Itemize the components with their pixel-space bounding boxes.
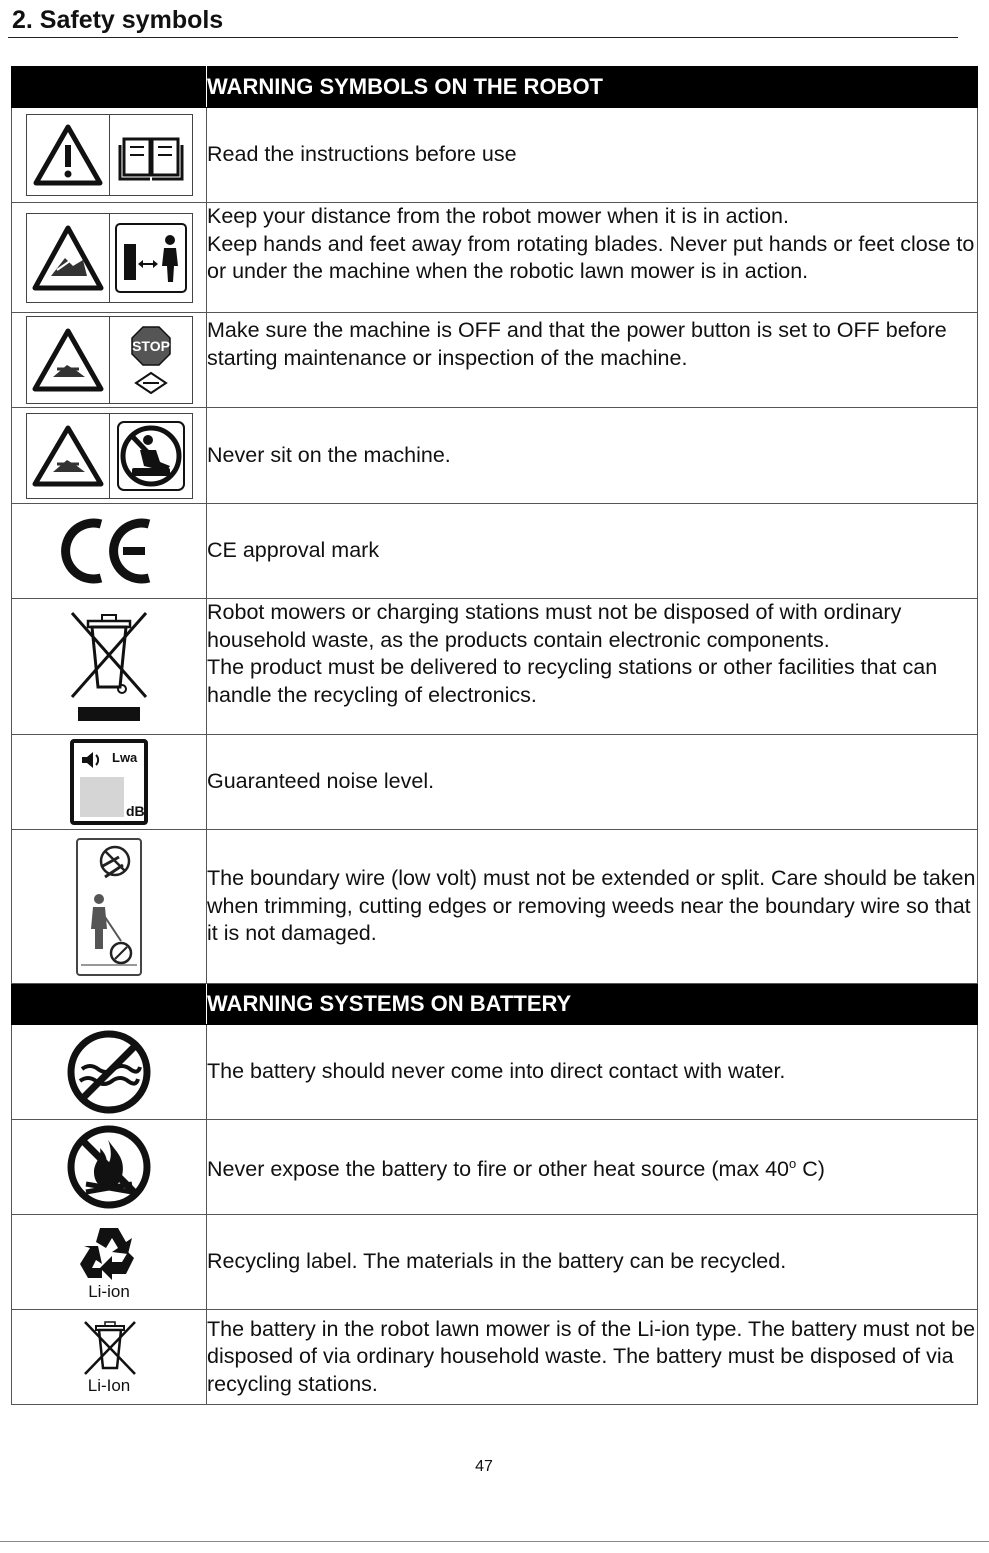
table-row xyxy=(12,108,978,203)
battery-section-header xyxy=(12,984,978,1025)
lwa-label: Lwa xyxy=(112,750,138,765)
description-text: Never expose the battery to fire or other heat source (max 40 xyxy=(207,1157,789,1182)
no-sitting-icon xyxy=(110,413,193,499)
stop-sign-icon xyxy=(110,316,193,404)
degree-mark: o xyxy=(789,1156,797,1172)
table-row xyxy=(12,504,978,599)
robot-header-label: WARNING SYMBOLS ON THE ROBOT xyxy=(207,67,978,108)
row-description: Recycling label. The materials in the battery can be recycled. xyxy=(207,1215,978,1310)
table-row xyxy=(12,735,978,830)
hand-blade-warning-icon xyxy=(26,413,110,499)
row-description xyxy=(207,599,978,735)
robot-section-header xyxy=(12,67,978,108)
page-number: 47 xyxy=(475,1458,493,1475)
row-description: Never sit on the machine. xyxy=(207,408,978,504)
no-water-icon xyxy=(64,1027,154,1117)
crossed-bin-liion-icon xyxy=(69,1318,149,1396)
table-row xyxy=(12,313,978,408)
row-description: Make sure the machine is OFF and that the power button is set to OFF before starting maintenance or inspection of the machine. xyxy=(207,313,978,408)
row-description xyxy=(207,1120,978,1215)
ce-mark-icon xyxy=(59,516,159,586)
row-description: The battery should never come into direct contact with water. xyxy=(207,1025,978,1120)
battery-header-label: WARNING SYSTEMS ON BATTERY xyxy=(207,984,978,1025)
table-row xyxy=(12,599,978,735)
description-line: The product must be delivered to recycling stations or other facilities that can handle the recycling of electronics. xyxy=(207,655,938,707)
liion-label: Li-ion xyxy=(88,1282,130,1301)
table-row xyxy=(12,1025,978,1120)
footer-divider xyxy=(0,1541,989,1542)
db-label: dB xyxy=(126,803,145,819)
hands-blades-warning-icon xyxy=(26,213,110,303)
speaker-icon xyxy=(80,749,102,771)
liion-label: Li-Ion xyxy=(87,1376,131,1395)
value-box xyxy=(80,777,124,817)
table-row xyxy=(12,1120,978,1215)
title-divider xyxy=(8,37,958,38)
row-description: CE approval mark xyxy=(207,504,978,599)
row-description: The battery in the robot lawn mower is of the Li-ion type. The battery must not be disposed of via ordinary household waste. The battery must be disposed of via recycling stations. xyxy=(207,1310,978,1405)
no-fire-icon xyxy=(64,1122,154,1212)
svg-text:STOP: STOP xyxy=(131,338,170,354)
description-line: Keep hands and feet away from rotating blades. Never put hands or feet close to or under the machine when the robotic lawn mower is in action. xyxy=(207,231,975,283)
description-line: Robot mowers or charging stations must not be disposed of with ordinary household waste, as the products contain electronic components. xyxy=(207,600,902,652)
table-row xyxy=(12,1215,978,1310)
crossed-bin-icon xyxy=(64,609,154,725)
description-line: Keep your distance from the robot mower when it is in action. xyxy=(207,204,789,228)
recycle-icon xyxy=(74,1222,144,1284)
boundary-wire-icon xyxy=(75,837,143,977)
noise-level-icon xyxy=(70,739,148,825)
safety-symbols-table xyxy=(11,66,978,1405)
keep-distance-icon xyxy=(110,213,193,303)
book-icon xyxy=(110,114,193,196)
row-description: Read the instructions before use xyxy=(207,108,978,203)
page-title: 2. Safety symbols xyxy=(12,6,224,34)
row-description xyxy=(207,203,978,313)
hand-blade-warning-icon xyxy=(26,316,110,404)
recycle-liion-icon xyxy=(69,1222,149,1302)
table-row xyxy=(12,203,978,313)
row-description: The boundary wire (low volt) must not be extended or split. Care should be taken when trimming, cutting edges or removing weeds near the boundary wire so that it is not damaged. xyxy=(207,830,978,984)
description-text: C) xyxy=(796,1157,825,1182)
crossed-bin-icon xyxy=(79,1318,139,1376)
table-row xyxy=(12,408,978,504)
row-description: Guaranteed noise level. xyxy=(207,735,978,830)
warning-triangle-icon xyxy=(26,114,110,196)
table-row xyxy=(12,1310,978,1405)
table-row xyxy=(12,830,978,984)
